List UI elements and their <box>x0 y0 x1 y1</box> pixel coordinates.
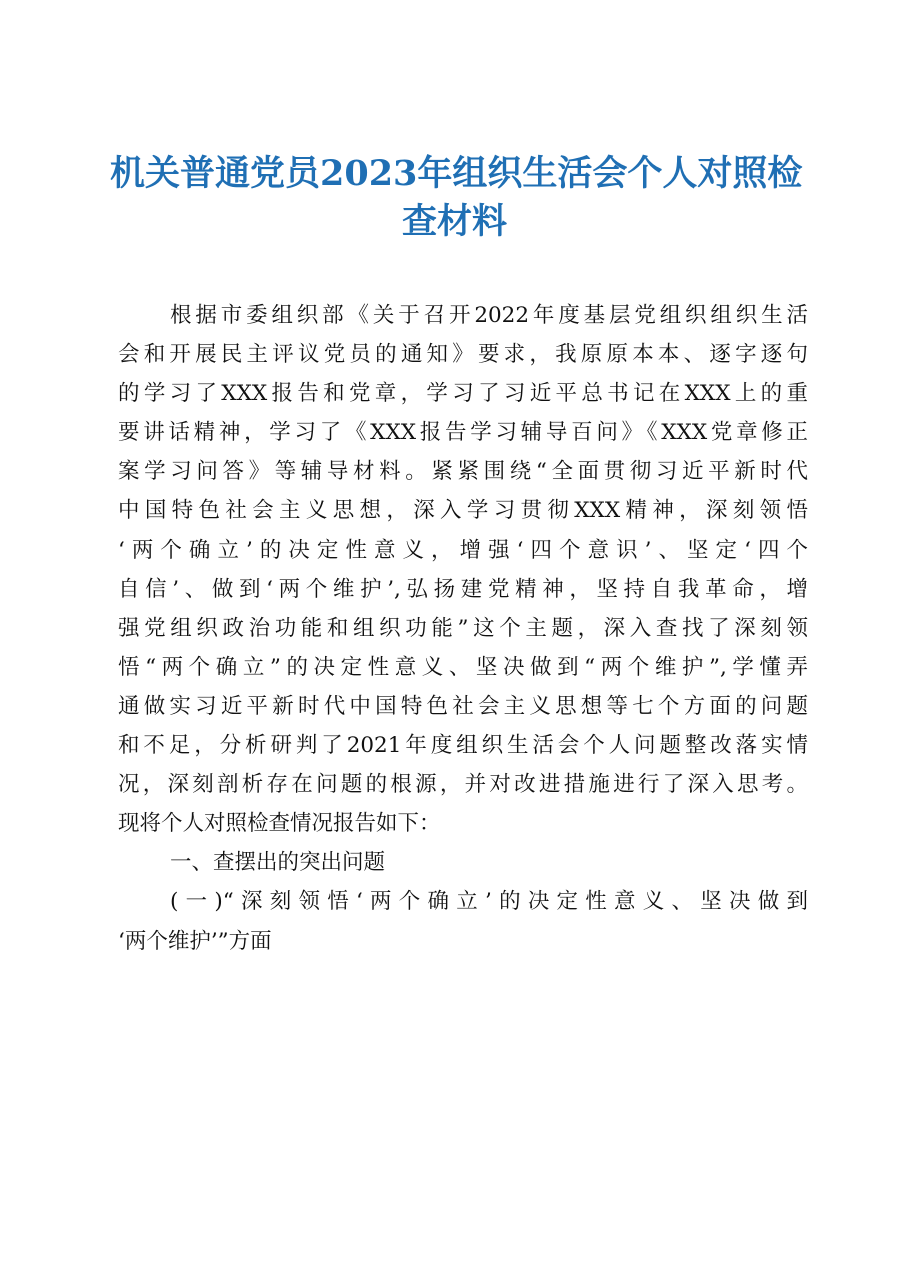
subsection-heading-line: (一)“深刻领悟‘两个确立’的决定性意义、坚决做到 <box>170 889 808 915</box>
paragraph-line: ‘两个确立’的决定性意义，增强‘四个意识’、坚定‘四个 <box>118 537 808 563</box>
title-line: 机关普通党员2023年组织生活会个人对照检 <box>110 153 803 194</box>
paragraph-line: 和不足，分析研判了2021年度组织生活会个人问题整改落实情 <box>118 733 808 759</box>
paragraph-line: 现将个人对照检查情况报告如下： <box>118 811 441 837</box>
section-heading: 一、查摆出的突出问题 <box>170 850 386 876</box>
paragraph-line: 要讲话精神，学习了《XXX报告学习辅导百问》《XXX党章修正 <box>118 420 808 446</box>
paragraph-line: 悟“两个确立”的决定性意义、坚决做到“两个维护”,学懂弄 <box>118 654 808 680</box>
paragraph-line: 况，深刻剖析存在问题的根源，并对改进措施进行了深入思考。 <box>118 772 808 798</box>
subsection-heading-line: ‘两个维护’”方面 <box>118 928 272 954</box>
paragraph-line: 强党组织政治功能和组织功能”这个主题，深入查找了深刻领 <box>118 615 808 641</box>
paragraph-line: 通做实习近平新时代中国特色社会主义思想等七个方面的问题 <box>118 693 808 719</box>
document-body <box>118 296 808 961</box>
paragraph-line: 中国特色社会主义思想，深入学习贯彻XXX精神，深刻领悟 <box>118 498 808 524</box>
paragraph-line: 案学习问答》等辅导材料。紧紧围绕“全面贯彻习近平新时代 <box>118 459 808 485</box>
title-line: 查材料 <box>401 201 507 242</box>
paragraph-line: 的学习了XXX报告和党章，学习了习近平总书记在XXX上的重 <box>118 381 808 407</box>
paragraph-line: 根据市委组织部《关于召开2022年度基层党组织组织生活 <box>170 303 808 328</box>
paragraph-line: 自信’、做到‘两个维护’,弘扬建党精神，坚持自我革命，增 <box>118 576 808 602</box>
document-title <box>110 150 803 246</box>
paragraph-line: 会和开展民主评议党员的通知》要求，我原原本本、逐字逐句 <box>118 342 808 368</box>
